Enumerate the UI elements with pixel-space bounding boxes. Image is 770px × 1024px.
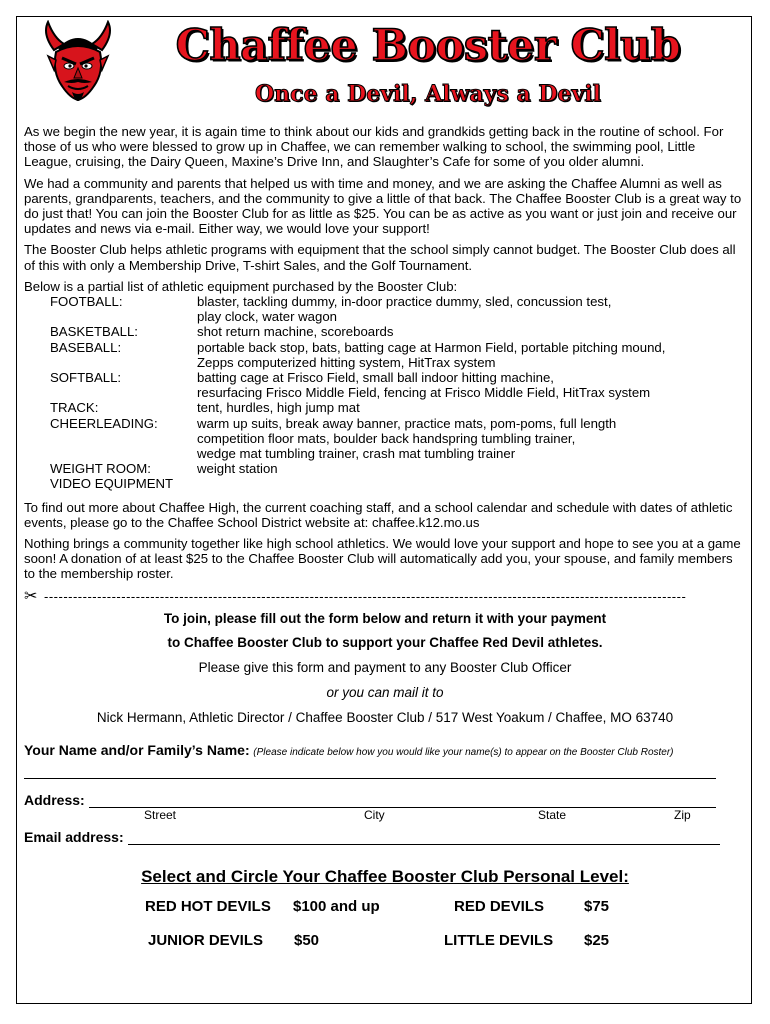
cut-line (24, 588, 746, 606)
level-name[interactable]: LITTLE DEVILS (444, 931, 554, 949)
city-label: City (364, 808, 385, 823)
equipment-row (24, 400, 746, 415)
equipment-category: BASEBALL: (50, 339, 122, 355)
equipment-item: wedge mat tumbling trainer, crash mat tumbling trainer (197, 446, 516, 462)
level-name[interactable]: RED HOT DEVILS (145, 897, 271, 915)
equipment-list (24, 279, 746, 492)
equipment-item: competition floor mats, boulder back handspring tumbling trainer, (197, 430, 576, 446)
address-field-group (24, 793, 746, 808)
level-amount[interactable]: $50 (294, 931, 320, 949)
equipment-item: play clock, water wagon (197, 309, 338, 325)
zip-label: Zip (674, 808, 691, 823)
letter-body (24, 124, 746, 979)
programs-paragraph: The Booster Club helps athletic programs with equipment that the school simply cannot budget. The Booster Club does all of this with only a Membership Drive, T-shirt Sales, and the Golf Tournament. (24, 242, 736, 273)
name-note: (Please indicate below how you would like your name(s) to appear on the Booster Club Roster) (253, 746, 674, 758)
mail-line: or you can mail it to (326, 684, 444, 700)
equipment-item: weight station (197, 461, 278, 477)
equipment-category: VIDEO EQUIPMENT (50, 476, 174, 492)
club-title: Chaffee Booster Club (175, 21, 681, 71)
join-line-2: to Chaffee Booster Club to support your Chaffee Red Devil athletes. (167, 634, 603, 650)
equipment-category: FOOTBALL: (50, 294, 123, 310)
club-tagline: Once a Devil, Always a Devil (255, 81, 601, 107)
state-label: State (538, 808, 567, 823)
name-label: Your Name and/or Family’s Name: (24, 741, 250, 758)
equipment-category: SOFTBALL: (50, 370, 122, 386)
membership-levels (24, 899, 746, 979)
equipment-row (24, 476, 746, 491)
level-amount[interactable]: $100 and up (293, 897, 380, 915)
equipment-item: shot return machine, scoreboards (197, 324, 394, 340)
level-name[interactable]: JUNIOR DEVILS (148, 931, 264, 949)
equipment-category: TRACK: (50, 400, 99, 416)
level-amount[interactable]: $75 (584, 897, 610, 915)
website-paragraph: To find out more about Chaffee High, the current coaching staff, and a school calendar and schedule with dates of athletic events, please go to the Chaffee School District website at: chaffee.k12.mo.us (24, 499, 733, 530)
equipment-row (24, 370, 746, 400)
support-paragraph: Nothing brings a community together like high school athletics. We would love your support and hope to see you at a game soon! A donation of at least $25 to the Chaffee Booster Club will automatically add you, your spouse, and family members to the membership roster. (24, 536, 741, 582)
email-field-group (24, 830, 746, 845)
equipment-item: batting cage at Frisco Field, small ball indoor hitting machine, (197, 370, 554, 386)
equipment-item: tent, hurdles, high jump mat (197, 400, 360, 416)
intro-paragraph: As we begin the new year, it is again time to think about our kids and grandkids getting back in the routine of school. For those of us who were blessed to grow up in Chaffee, we can remember walking to school, the swimming pool, Little League, cruising, the Dairy Queen, Maxine’s Drive Inn, and Slaughter’s Cafe for some of you older alumni. (24, 124, 724, 170)
equipment-category: WEIGHT ROOM: (50, 461, 151, 477)
scissors-icon: ✂ (24, 588, 38, 606)
levels-title: Select and Circle Your Chaffee Booster Club Personal Level: (141, 867, 629, 887)
street-label: Street (144, 808, 177, 823)
equipment-category: BASKETBALL: (50, 324, 138, 340)
address-sublabels (24, 808, 746, 822)
equipment-row (24, 294, 746, 324)
address-input-line[interactable] (89, 793, 716, 808)
level-name[interactable]: RED DEVILS (454, 897, 545, 915)
equipment-row (24, 340, 746, 370)
email-label: Email address: (24, 829, 124, 846)
equipment-item: resurfacing Frisco Middle Field, fencing at Frisco Middle Field, HitTrax system (197, 385, 651, 401)
equipment-item: blaster, tackling dummy, in-door practice dummy, sled, concussion test, (197, 294, 612, 310)
equipment-item: warm up suits, break away banner, practice mats, pom-poms, full length (197, 415, 617, 431)
cut-dashes: ------------------------------------------------------------------------------------------------------------------------------------- (44, 589, 687, 605)
community-paragraph: We had a community and parents that helped us with time and money, and we are asking the Chaffee Alumni as well as parents, grandparents, teachers, and the community to give a little of that back. The Chaffee Booster Club is a great way to do just that! You can join the Booster Club for as little as $25. You can be as active as you want or just join and receive our updates and news via e-mail. Either way, we would love your support! (24, 175, 742, 237)
level-amount[interactable]: $25 (584, 931, 610, 949)
join-line-1: To join, please fill out the form below and return it with your payment (163, 610, 607, 626)
equipment-item: portable back stop, bats, batting cage at Harmon Field, portable pitching mound, (197, 339, 666, 355)
form-instructions (24, 610, 746, 727)
equipment-row (24, 461, 746, 476)
equipment-intro: Below is a partial list of athletic equipment purchased by the Booster Club: (24, 278, 458, 294)
equipment-item: Zepps computerized hitting system, HitTrax system (197, 354, 496, 370)
equipment-row (24, 324, 746, 339)
equipment-row (24, 416, 746, 462)
email-input-line[interactable] (128, 830, 720, 845)
address-label: Address: (24, 791, 85, 808)
red-devil-mascot-icon (40, 20, 116, 110)
name-field-group (24, 743, 746, 760)
give-form-line: Please give this form and payment to any Booster Club Officer (198, 659, 572, 675)
mailing-address: Nick Hermann, Athletic Director / Chaffee Booster Club / 517 West Yoakum / Chaffee, MO 63740 (96, 709, 674, 725)
equipment-category: CHEERLEADING: (50, 415, 158, 431)
name-input-line[interactable] (24, 760, 716, 779)
